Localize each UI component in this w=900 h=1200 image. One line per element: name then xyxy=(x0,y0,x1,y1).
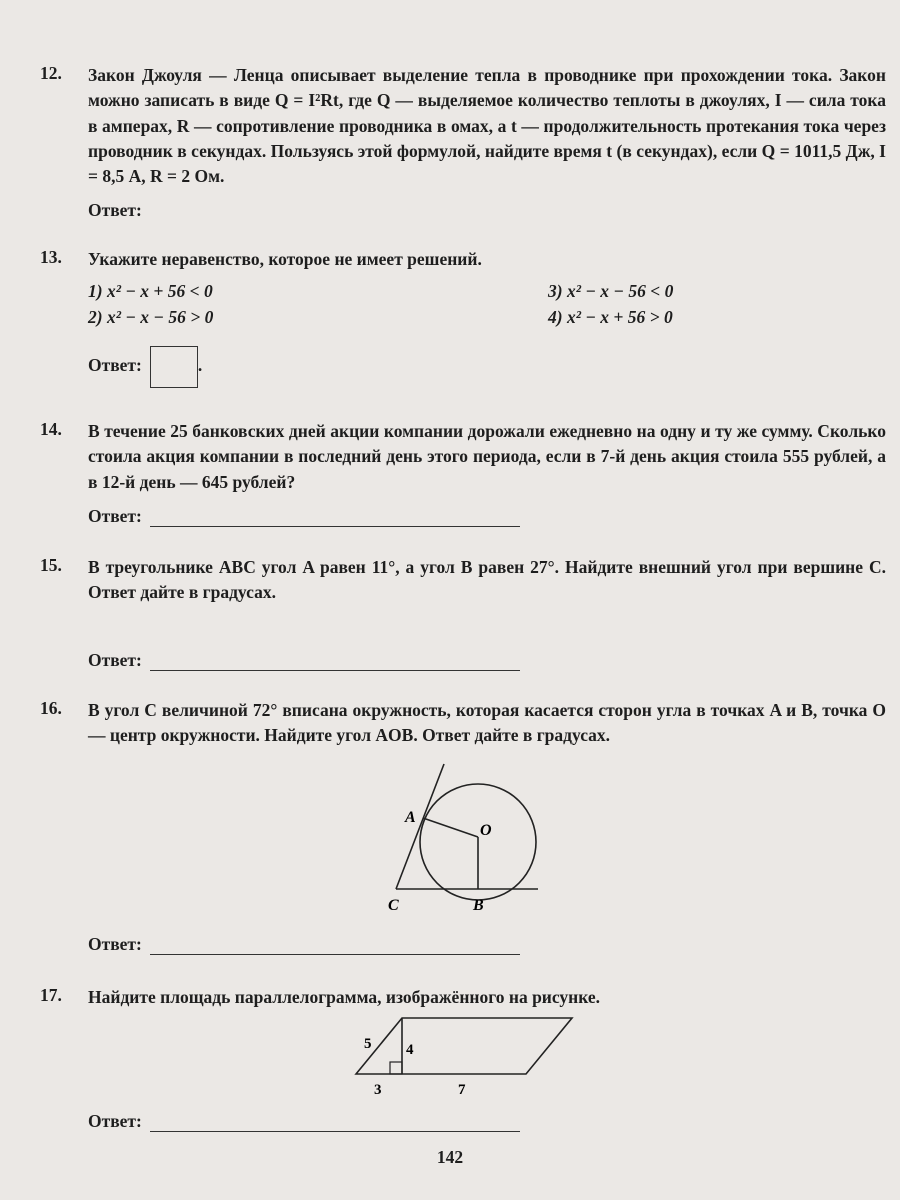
label-c: C xyxy=(388,897,399,914)
label-a: A xyxy=(405,809,416,826)
option-3: 3) x² − x − 56 < 0 xyxy=(548,281,674,301)
task-13-text xyxy=(88,247,886,272)
task-12-number: 12. xyxy=(40,63,62,83)
task-14-number: 14. xyxy=(40,419,62,439)
label-o: O xyxy=(480,822,492,839)
answer-label: Ответ: xyxy=(88,200,142,220)
answer-line[interactable] xyxy=(150,652,520,671)
task-17-answer xyxy=(88,1111,520,1132)
answer-line[interactable] xyxy=(150,936,520,955)
option-2: 2) x² − x − 56 > 0 xyxy=(88,307,214,327)
page-number: 142 xyxy=(436,1147,464,1167)
task-15-number: 15. xyxy=(40,555,62,575)
option-1: 1) x² − x + 56 < 0 xyxy=(88,281,213,301)
answer-line[interactable] xyxy=(150,508,520,527)
label-right: 7 xyxy=(458,1082,466,1098)
task-13-number: 13. xyxy=(40,247,62,267)
task-15-text: В треугольнике ABC угол A равен 11°, а угол B равен 27°. Найдите внешний угол при вершине C. Ответ дайте в градусах. xyxy=(88,557,886,603)
answer-label: Ответ: xyxy=(88,650,142,670)
task-17-text: Найдите площадь параллелограмма, изображённого на рисунке. xyxy=(88,987,601,1007)
label-left: 3 xyxy=(374,1082,382,1098)
answer-label: Ответ: xyxy=(88,355,142,375)
task-16-answer xyxy=(88,934,520,955)
task-14-text: В течение 25 банковских дней акции компании дорожали ежедневно на одну и ту же сумму. Сколько стоила акция компании в последний день этого периода, если в 7-й день акция стоила 555 рублей, а в 12-й день — 645 рублей? xyxy=(88,421,886,492)
text: Укажите неравенство, которое xyxy=(88,249,335,269)
task-12-text: Закон Джоуля — Ленца описывает выделение тепла в проводнике при прохождении тока. Закон можно записать в виде Q = I²Rt, где Q — выделяемое количество теплоты в джоулях, I — сила тока в амперах, R — сопротивление проводника в омах, а t — продолжительность протекания тока через проводник в секундах. Пользуясь этой формулой, найдите время t (в секундах), если Q = 1011,5 Дж, I = 8,5 А, R = 2 Ом. xyxy=(88,65,886,187)
task-17-number: 17. xyxy=(40,985,62,1005)
label-height: 4 xyxy=(406,1042,414,1058)
answer-label: Ответ: xyxy=(88,506,142,526)
task-13-answer: Ответ: . xyxy=(88,346,202,388)
parallelogram-figure xyxy=(350,1010,590,1100)
label-side: 5 xyxy=(364,1036,372,1052)
text: решений. xyxy=(402,249,482,269)
answer-label: Ответ: xyxy=(88,934,142,954)
task-12-answer xyxy=(88,200,142,221)
answer-line[interactable] xyxy=(150,1113,520,1132)
answer-box[interactable] xyxy=(150,346,198,388)
task-14-answer xyxy=(88,506,520,527)
option-4: 4) x² − x + 56 > 0 xyxy=(548,307,673,327)
task-16-number: 16. xyxy=(40,698,62,718)
label-b: B xyxy=(473,897,484,914)
task-16-text: В угол C величиной 72° вписана окружность, которая касается сторон угла в точках A и B, точка O — центр окружности. Найдите угол AOB. Ответ дайте в градусах. xyxy=(88,700,886,746)
answer-label: Ответ: xyxy=(88,1111,142,1131)
task-15-answer xyxy=(88,650,520,671)
circle-in-angle-figure xyxy=(350,760,600,920)
emphasis: не имеет xyxy=(334,249,403,269)
